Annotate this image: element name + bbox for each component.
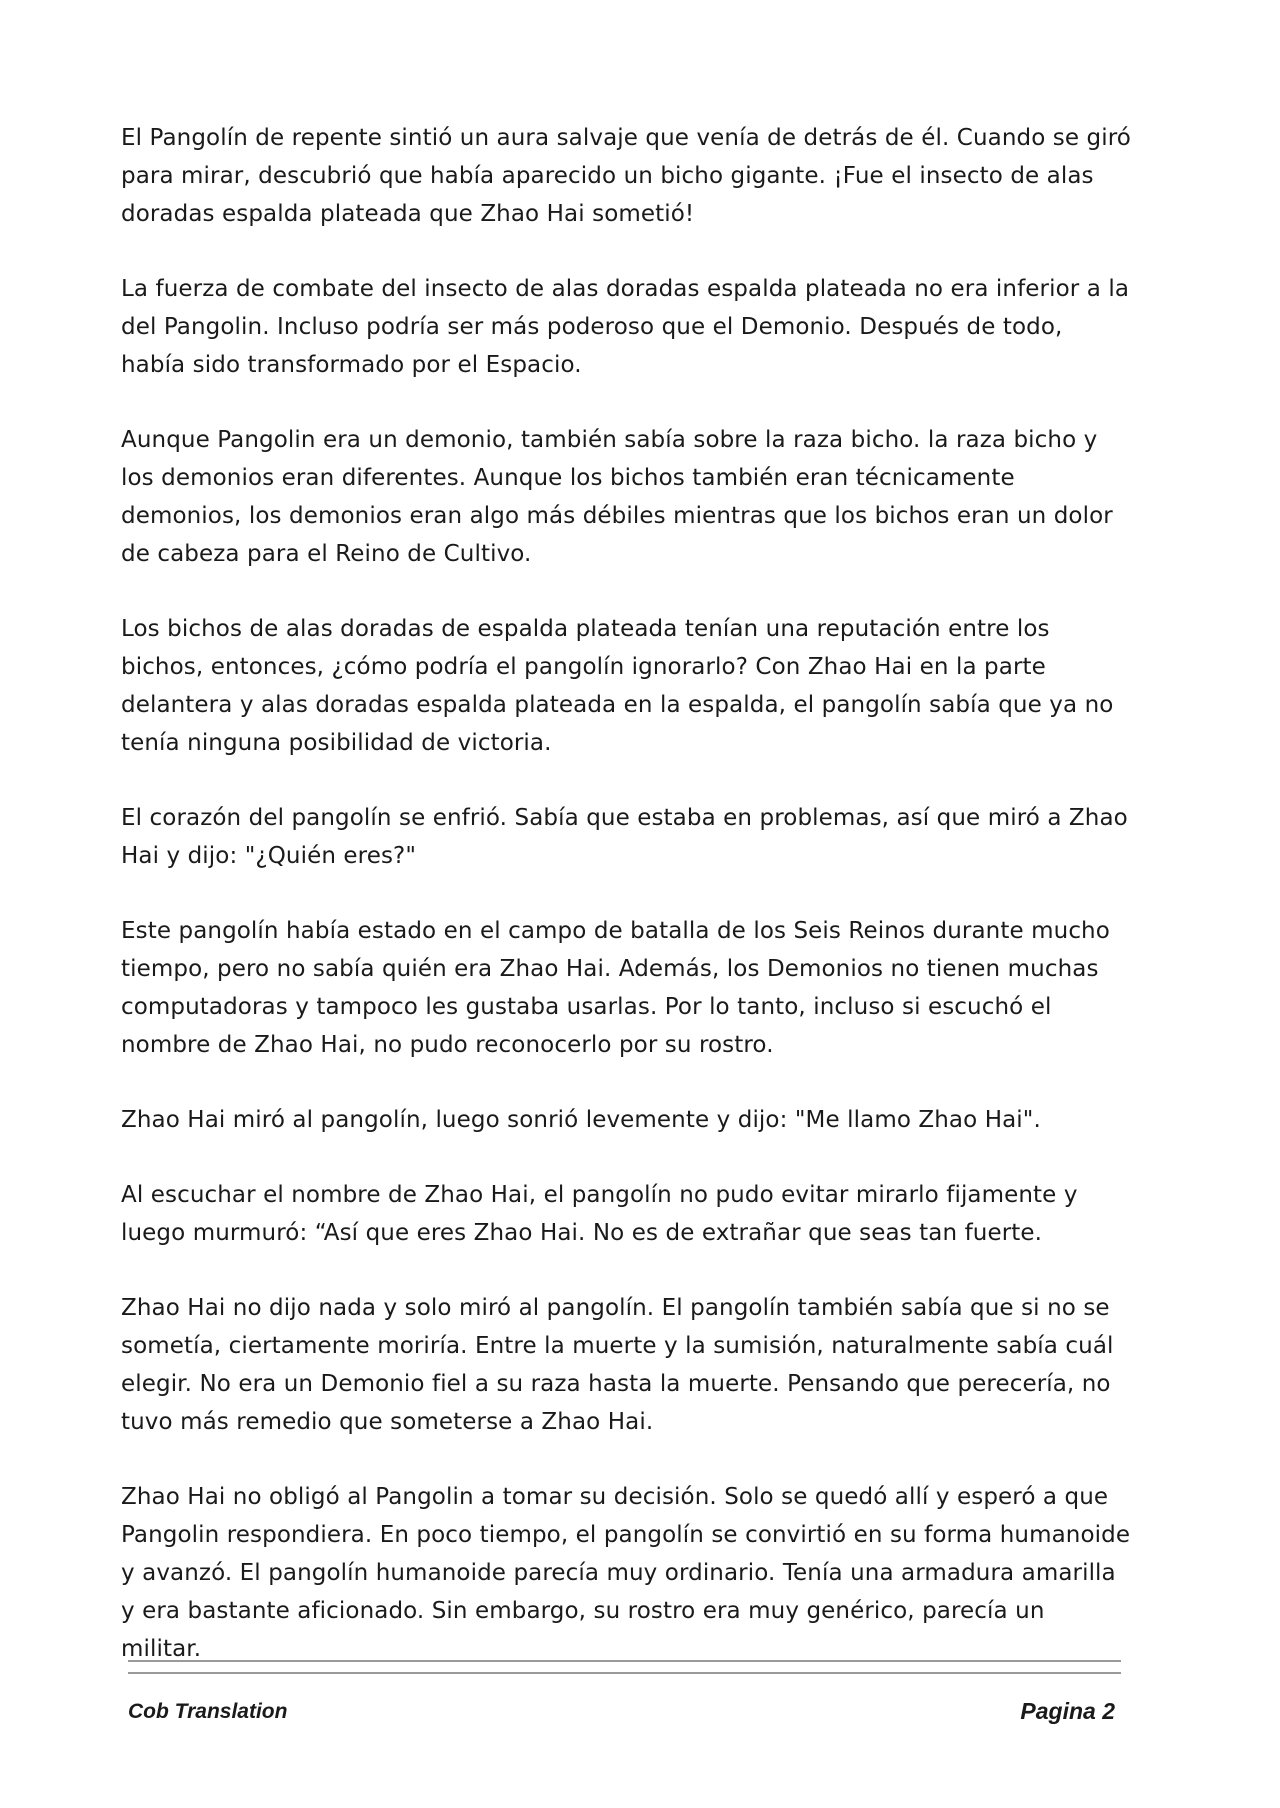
paragraph: Este pangolín había estado en el campo de batalla de los Seis Reinos durante mucho tiempo, pero no sabía quién era Zhao Hai. Además, los Demonios no tienen muchas computadoras y tampoco les gustaba usarlas. Por lo tanto, incluso si escuchó el nombre de Zhao Hai, no pudo reconocerlo por su rostro. bbox=[121, 918, 1110, 1058]
paragraph: Al escuchar el nombre de Zhao Hai, el pangolín no pudo evitar mirarlo fijamente y luego murmuró: “Así que eres Zhao Hai. No es de extrañar que seas tan fuerte. bbox=[121, 1182, 1078, 1246]
paragraph: El Pangolín de repente sintió un aura salvaje que venía de detrás de él. Cuando se giró para mirar, descubrió que había aparecido un bicho gigante. ¡Fue el insecto de alas doradas espalda plateada que Zhao Hai sometió! bbox=[121, 125, 1131, 227]
paragraph: Los bichos de alas doradas de espalda plateada tenían una reputación entre los bichos, entonces, ¿cómo podría el pangolín ignorarlo? Con Zhao Hai en la parte delantera y alas doradas espalda plateada en la espalda, el pangolín sabía que ya no tenía ninguna posibilidad de victoria. bbox=[121, 616, 1114, 756]
paragraph: Zhao Hai no obligó al Pangolin a tomar su decisión. Solo se quedó allí y esperó a que Pangolin respondiera. En poco tiempo, el pangolín se convirtió en su forma humanoide y avanzó. El pangolín humanoide parecía muy ordinario. Tenía una armadura amarilla y era bastante aficionado. Sin embargo, su rostro era muy genérico, parecía un militar. bbox=[121, 1484, 1131, 1662]
footer-translator-credit: Cob Translation bbox=[128, 1700, 288, 1723]
document-body bbox=[121, 119, 1131, 1705]
paragraph: Aunque Pangolin era un demonio, también sabía sobre la raza bicho. la raza bicho y los demonios eran diferentes. Aunque los bichos también eran técnicamente demonios, los demonios eran algo más débiles mientras que los bichos eran un dolor de cabeza para el Reino de Cultivo. bbox=[121, 427, 1113, 567]
paragraph: Zhao Hai miró al pangolín, luego sonrió levemente y dijo: "Me llamo Zhao Hai". bbox=[121, 1107, 1041, 1133]
footer-divider-top bbox=[128, 1660, 1121, 1662]
paragraph: El corazón del pangolín se enfrió. Sabía que estaba en problemas, así que miró a Zhao Hai y dijo: "¿Quién eres?" bbox=[121, 805, 1128, 869]
paragraph: Zhao Hai no dijo nada y solo miró al pangolín. El pangolín también sabía que si no se sometía, ciertamente moriría. Entre la muerte y la sumisión, naturalmente sabía cuál elegir. No era un Demonio fiel a su raza hasta la muerte. Pensando que perecería, no tuvo más remedio que someterse a Zhao Hai. bbox=[121, 1295, 1114, 1435]
paragraph: La fuerza de combate del insecto de alas doradas espalda plateada no era inferior a la del Pangolin. Incluso podría ser más poderoso que el Demonio. Después de todo, había sido transformado por el Espacio. bbox=[121, 276, 1130, 378]
footer-divider-bottom bbox=[128, 1672, 1121, 1674]
footer-page-number: Pagina 2 bbox=[1020, 1698, 1115, 1724]
